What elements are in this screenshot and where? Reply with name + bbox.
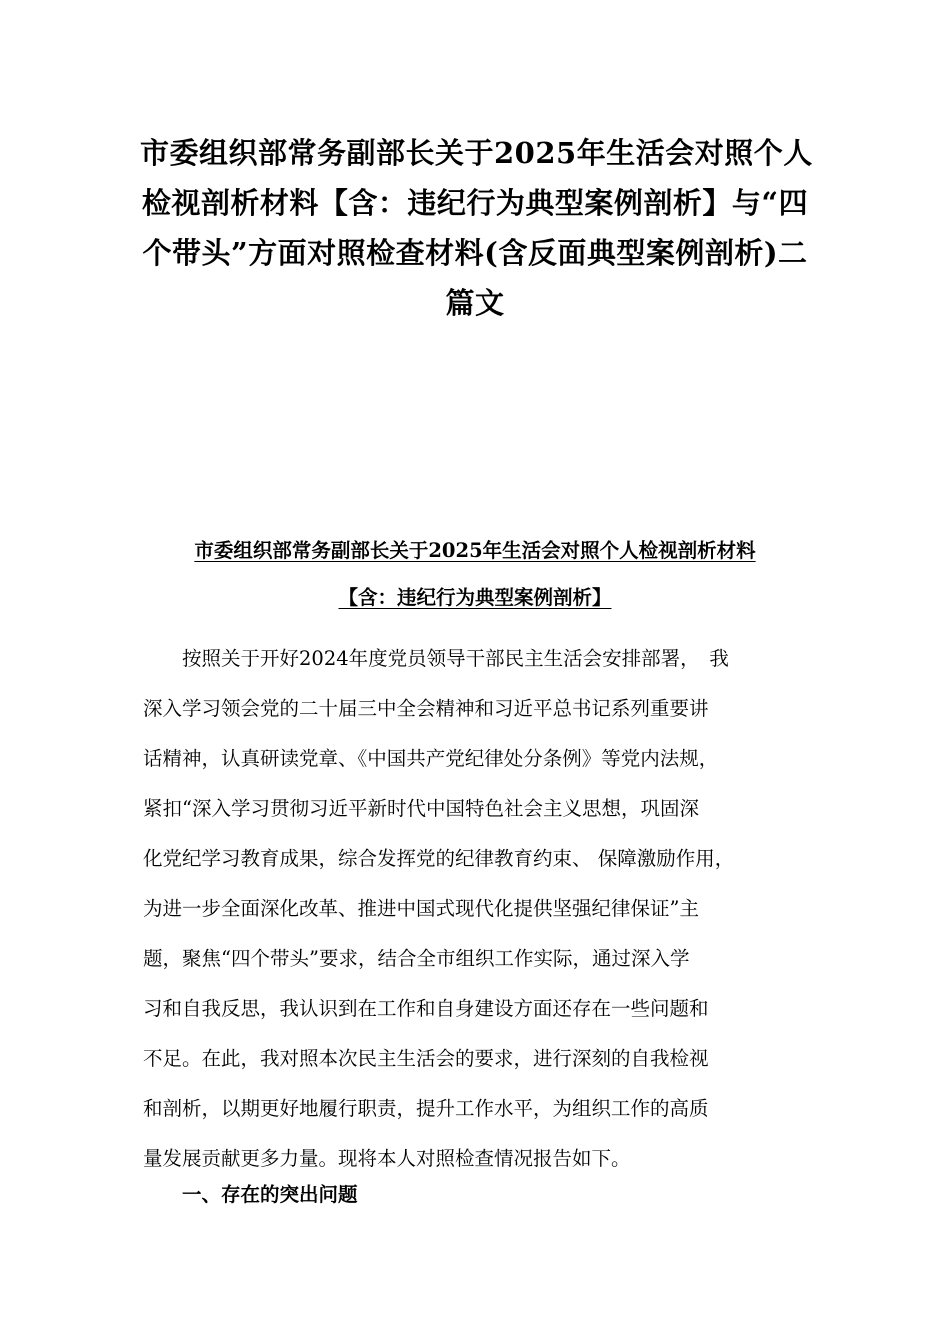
paragraph-line: 和剖析，以期更好地履行职责，提升工作水平，为组织工作的高质	[143, 1097, 709, 1120]
title-line: 个带头”方面对照检查材料(含反面典型案例剖析)二	[142, 236, 808, 270]
paragraph-line: 习和自我反思，我认识到在工作和自身建设方面还存在一些问题和	[143, 997, 709, 1020]
body-paragraph	[143, 634, 843, 1184]
paragraph-line: 化党纪学习教育成果，综合发挥党的纪律教育约束、 保障激励作用，	[143, 847, 735, 870]
paragraph-line: 紧扣“深入学习贯彻习近平新时代中国特色社会主义思想，巩固深	[143, 797, 699, 820]
paragraph-line: 话精神，认真研读党章、《中国共产党纪律处分条例》等党内法规，	[143, 747, 719, 770]
paragraph-line: 为进一步全面深化改革、推进中国式现代化提供坚强纪律保证”主	[143, 897, 699, 920]
title-line: 篇文	[445, 286, 505, 320]
section-subtitle-line-1: 市委组织部常务副部长关于2025年生活会对照个人检视剖析材料	[194, 539, 756, 562]
paragraph-line: 不足。在此，我对照本次民主生活会的要求，进行深刻的自我检视	[143, 1047, 709, 1070]
paragraph-line: 题，聚焦“四个带头”要求，结合全市组织工作实际，通过深入学	[143, 947, 690, 970]
section-heading: 一、存在的突出问题	[182, 1183, 358, 1206]
title-line: 市委组织部常务副部长关于2025年生活会对照个人	[140, 136, 813, 170]
section-subtitle-line-2: 【含：违纪行为典型案例剖析】	[338, 586, 612, 609]
title-line: 检视剖析材料【含：违纪行为典型案例剖析】与“四	[141, 186, 809, 220]
paragraph-line: 量发展贡献更多力量。现将本人对照检查情况报告如下。	[143, 1147, 631, 1170]
paragraph-line: 按照关于开好2024年度党员领导干部民主生活会安排部署， 我	[143, 647, 729, 670]
paragraph-line: 深入学习领会党的二十届三中全会精神和习近平总书记系列重要讲	[143, 697, 709, 720]
document-title	[140, 128, 813, 328]
